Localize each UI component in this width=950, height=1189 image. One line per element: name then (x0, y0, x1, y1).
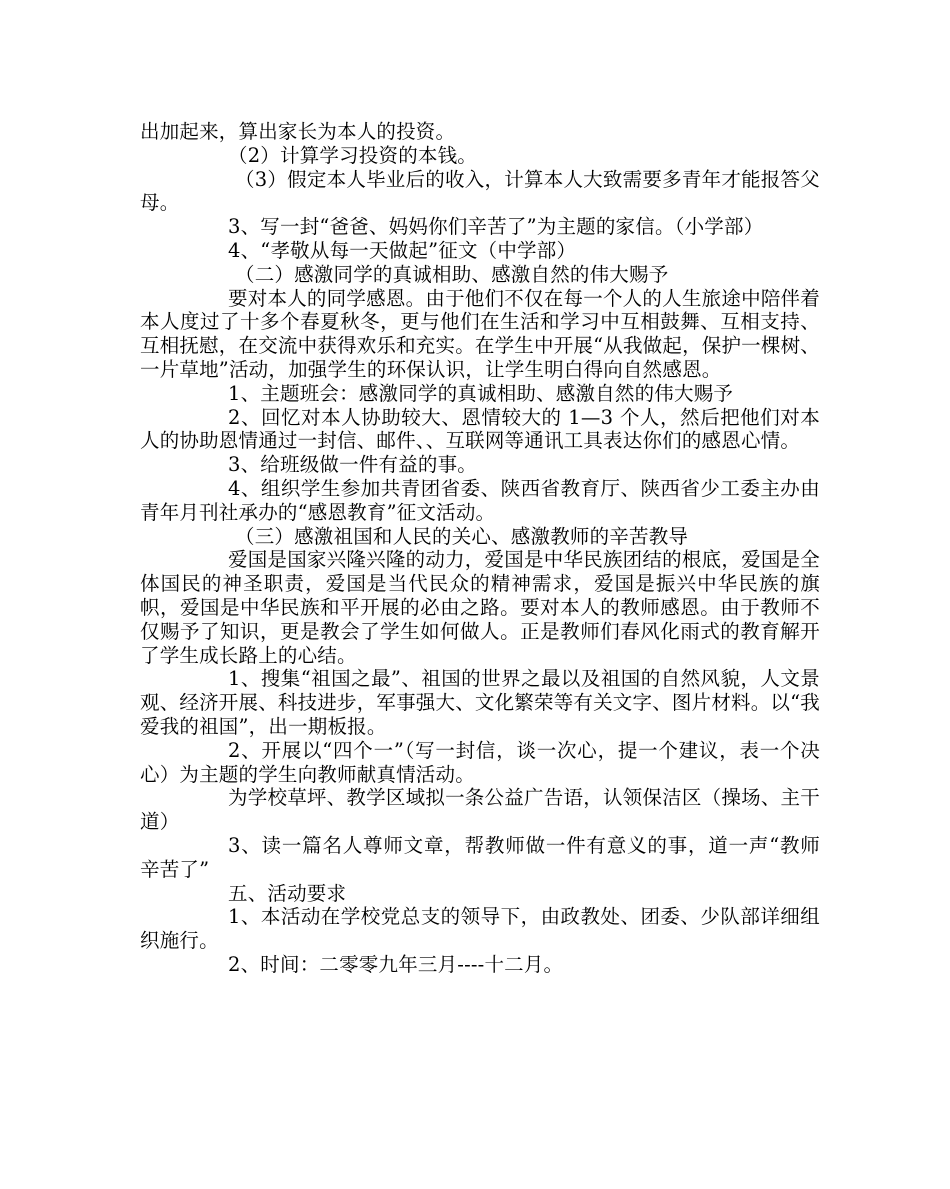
paragraph-19: 1、本活动在学校党总支的领导下，由政教处、团委、少队部详细组织施行。 (140, 905, 820, 953)
paragraph-15: 2、开展以“四个一”（写一封信，谈一次心，提一个建议，表一个决心）为主题的学生向教师献真情活动。 (140, 738, 820, 786)
paragraph-16: 为学校草坪、教学区域拟一条公益广告语，认领保洁区（操场、主干道） (140, 786, 820, 834)
paragraph-17: 3、读一篇名人尊师文章，帮教师做一件有意义的事，道一声“教师辛苦了” (140, 833, 820, 881)
paragraph-1: 出加起来，算出家长为本人的投资。 (140, 120, 456, 143)
paragraph-11: 4、组织学生参加共青团省委、陕西省教育厅、陕西省少工委主办由青年月刊社承办的“感恩教育”征文活动。 (140, 476, 820, 524)
paragraph-7: 要对本人的同学感恩。由于他们不仅在每一个人的人生旅途中陪伴着本人度过了十多个春夏秋冬，更与他们在生活和学习中互相鼓舞、互相支持、互相抚慰，在交流中获得欢乐和充实。在学生中开展“从我做起，保护一棵树、一片草地”活动，加强学生的环保认识，让学生明白得向自然感恩。 (140, 286, 820, 381)
paragraph-9: 2、回忆对本人协助较大、恩情较大的 1—3 个人，然后把他们对本人的协助恩情通过一封信、邮件、、互联网等通讯工具表达你们的感恩心情。 (140, 405, 820, 453)
section-heading-2: （二）感激同学的真诚相助、感激自然的伟大赐予 (235, 262, 669, 286)
paragraph-20: 2、时间：二零零九年三月----十二月。 (228, 952, 564, 976)
paragraph-14: 1、搜集“祖国之最”、祖国的世界之最以及祖国的自然风貌，人文景观、经济开展、科技进步，军事强大、文化繁荣等有关文字、图片材料。以“我爱我的祖国”，出一期板报。 (140, 667, 820, 738)
paragraph-8: 1、主题班会：感激同学的真诚相助、感激自然的伟大赐予 (228, 381, 734, 405)
document-page (140, 120, 820, 977)
paragraph-10: 3、给班级做一件有益的事。 (228, 453, 478, 477)
section-heading-5: 五、活动要求 (228, 881, 347, 905)
paragraph-13: 爱国是国家兴隆兴隆的动力，爱国是中华民族团结的根底，爱国是全体国民的神圣职责，爱国是当代民众的精神需求，爱国是振兴中华民族的旗帜，爱国是中华民族和平开展的必由之路。要对本人的教师感恩。由于教师不仅赐予了知识，更是教会了学生如何做人。正是教师们春风化雨式的教育解开了学生成长路上的心结。 (140, 548, 820, 667)
paragraph-4: 3、写一封“爸爸、妈妈你们辛苦了”为主题的家信。（小学部） (228, 215, 764, 239)
paragraph-5: 4、“孝敬从每一天做起”征文（中学部） (228, 238, 577, 262)
section-heading-3: （三）感激祖国和人民的关心、感激教师的辛苦教导 (235, 524, 689, 548)
paragraph-3: （3）假定本人毕业后的收入，计算本人大致需要多青年才能报答父母。 (140, 167, 820, 215)
paragraph-2: （2）计算学习投资的本钱。 (228, 143, 478, 167)
